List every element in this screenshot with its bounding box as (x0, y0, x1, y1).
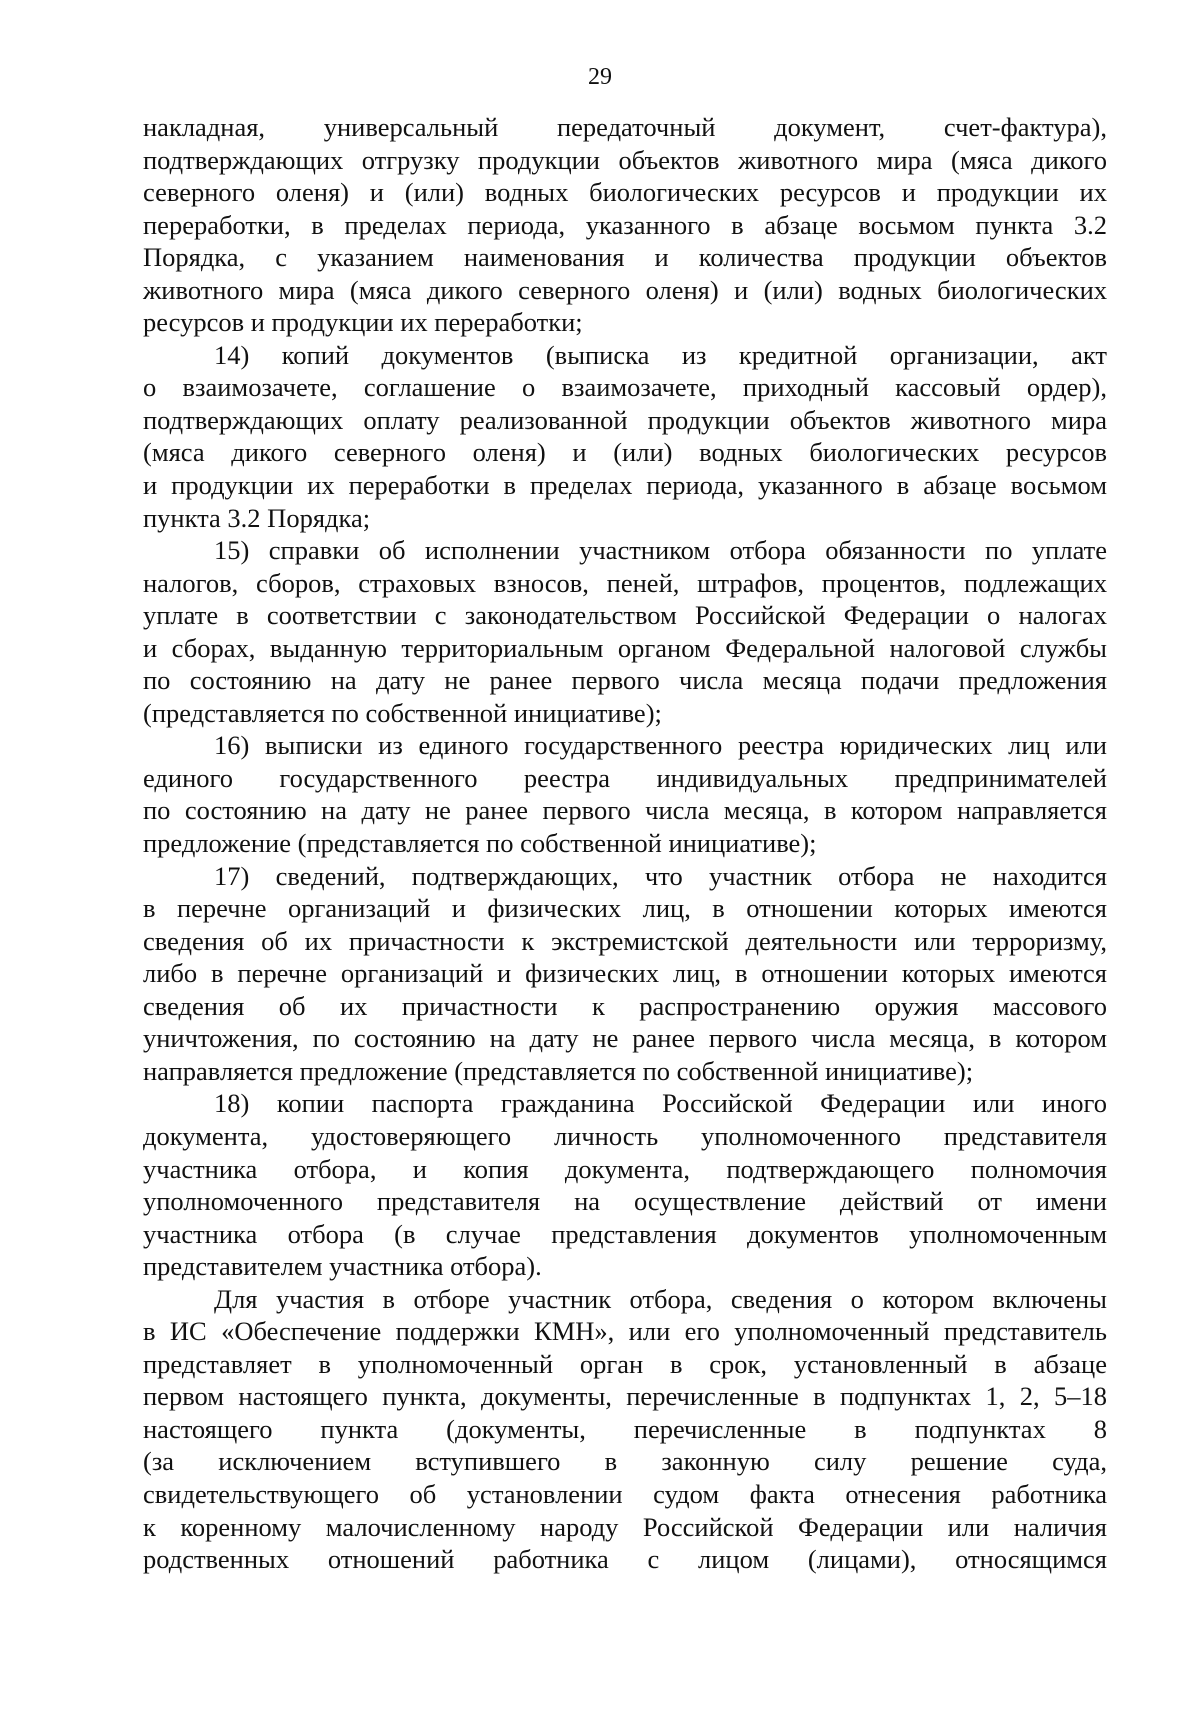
text-line: и продукции их переработки в пределах периода, указанного в абзаце восьмом (143, 470, 1107, 501)
text-line: представителем участника отбора). (143, 1251, 542, 1282)
text-line: представляет в уполномоченный орган в срок, установленный в абзаце (143, 1348, 1107, 1379)
text-line: переработки, в пределах периода, указанного в абзаце восьмом пункта 3.2 (143, 209, 1107, 240)
text-line: ресурсов и продукции их переработки; (143, 307, 583, 338)
text-line: северного оленя) и (или) водных биологических ресурсов и продукции их (143, 177, 1107, 208)
page-number: 29 (588, 64, 612, 90)
text-line: Порядка, с указанием наименования и количества продукции объектов (143, 242, 1107, 273)
text-line: подтверждающих оплату реализованной продукции объектов животного мира (143, 404, 1107, 435)
text-line: и сборах, выданную территориальным органом Федеральной налоговой службы (143, 632, 1107, 663)
text-line: (представляется по собственной инициативе); (143, 697, 662, 728)
text-line: сведения об их причастности к распространению оружия массового (143, 990, 1107, 1021)
text-line: к коренному малочисленному народу Российской Федерации или наличия (143, 1511, 1107, 1542)
text-line: в перечне организаций и физических лиц, в отношении которых имеются (143, 893, 1107, 924)
text-line: накладная, универсальный передаточный документ, счет-фактура), (143, 112, 1107, 142)
text-line: родственных отношений работника с лицом (лицами), относящимся (143, 1544, 1107, 1575)
text-line: по состоянию на дату не ранее первого числа месяца подачи предложения (143, 665, 1107, 696)
text-line: (мяса дикого северного оленя) и (или) водных биологических ресурсов (143, 437, 1107, 468)
text-line: в ИС «Обеспечение поддержки КМН», или его уполномоченный представитель (143, 1316, 1107, 1347)
text-line: предложение (представляется по собственной инициативе); (143, 828, 817, 859)
text-line: подтверждающих отгрузку продукции объектов животного мира (мяса дикого (143, 144, 1107, 175)
text-line: животного мира (мяса дикого северного оленя) и (или) водных биологических (143, 274, 1107, 305)
text-line: уполномоченного представителя на осуществление действий от имени (143, 1186, 1107, 1217)
text-line: 15) справки об исполнении участником отбора обязанности по уплате (214, 535, 1107, 566)
text-line: по состоянию на дату не ранее первого числа месяца, в котором направляется (143, 795, 1107, 826)
text-line: 18) копии паспорта гражданина Российской Федерации или иного (214, 1088, 1107, 1119)
text-line: первом настоящего пункта, документы, перечисленные в подпунктах 1, 2, 5–18 (143, 1381, 1107, 1412)
text-line: Для участия в отборе участник отбора, сведения о котором включены (214, 1283, 1107, 1314)
text-line: единого государственного реестра индивидуальных предпринимателей (143, 762, 1107, 793)
text-line: уплате в соответствии с законодательством Российской Федерации о налогах (143, 600, 1107, 631)
text-line: настоящего пункта (документы, перечисленные в подпунктах 8 (143, 1413, 1107, 1444)
text-line: либо в перечне организаций и физических лиц, в отношении которых имеются (143, 958, 1107, 989)
document-body (143, 111, 1107, 1576)
text-line: сведения об их причастности к экстремистской деятельности или терроризму, (143, 925, 1107, 956)
text-line: 16) выписки из единого государственного реестра юридических лиц или (214, 730, 1107, 761)
text-line: пункта 3.2 Порядка; (143, 502, 371, 533)
text-line: 14) копий документов (выписка из кредитной организации, акт (214, 339, 1107, 370)
text-line: уничтожения, по состоянию на дату не ранее первого числа месяца, в котором (143, 1023, 1107, 1054)
text-line: свидетельствующего об установлении судом факта отнесения работника (143, 1478, 1107, 1509)
text-line: участника отбора, и копия документа, подтверждающего полномочия (143, 1153, 1107, 1184)
text-line: участника отбора (в случае представления документов уполномоченным (143, 1218, 1107, 1249)
text-line: документа, удостоверяющего личность уполномоченного представителя (143, 1120, 1107, 1151)
text-line: направляется предложение (представляется по собственной инициативе); (143, 1055, 974, 1086)
text-line: (за исключением вступившего в законную силу решение суда, (143, 1446, 1107, 1477)
text-line: о взаимозачете, соглашение о взаимозачете, приходный кассовый ордер), (143, 372, 1107, 403)
text-line: 17) сведений, подтверждающих, что участник отбора не находится (214, 860, 1107, 891)
text-line: налогов, сборов, страховых взносов, пеней, штрафов, процентов, подлежащих (143, 567, 1107, 598)
